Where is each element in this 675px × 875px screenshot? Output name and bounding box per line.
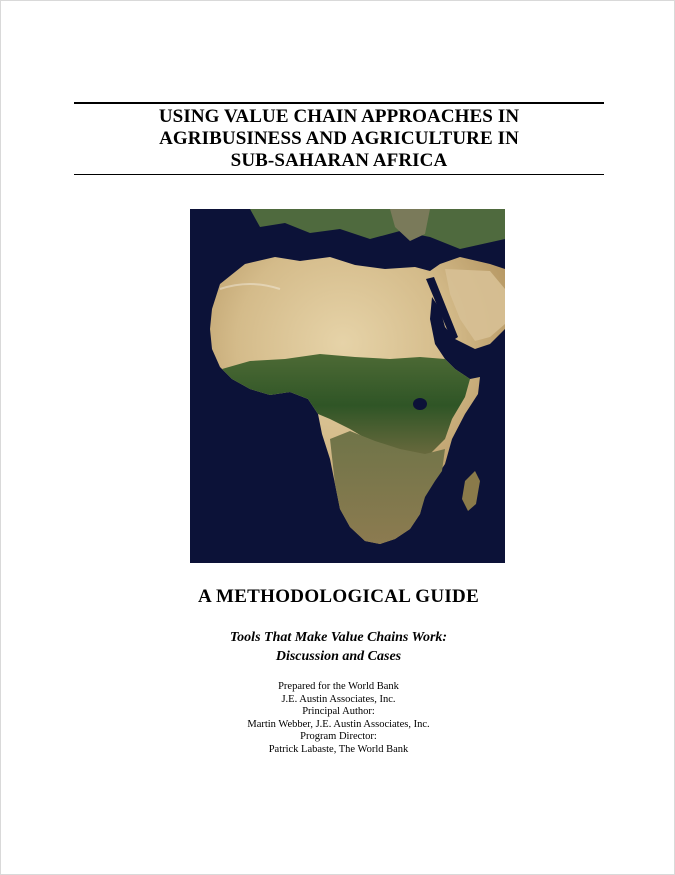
document-subtitle: A METHODOLOGICAL GUIDE (197, 586, 480, 607)
title-line: SUB-SAHARAN AFRICA (230, 150, 448, 171)
document-title (74, 106, 604, 172)
credits-line: Prepared for the World Bank (278, 681, 399, 692)
credits-line: Program Director: (300, 731, 377, 742)
credits-line: J.E. Austin Associates, Inc. (281, 693, 396, 705)
credits-line: Principal Author: (302, 706, 375, 717)
tagline-line: Discussion and Cases (275, 649, 402, 664)
title-top-rule (74, 102, 604, 104)
africa-satellite-map-image (190, 209, 505, 563)
credits-block (1, 681, 675, 756)
title-bottom-rule (74, 174, 604, 175)
africa-map-icon (190, 209, 505, 563)
title-line: AGRIBUSINESS AND AGRICULTURE IN (159, 128, 519, 149)
credits-line: Martin Webber, J.E. Austin Associates, Inc. (247, 718, 430, 730)
title-line: USING VALUE CHAIN APPROACHES IN (158, 106, 520, 127)
credits-line: Patrick Labaste, The World Bank (268, 743, 409, 755)
tagline-line: Tools That Make Value Chains Work: (229, 630, 448, 645)
document-tagline (1, 628, 675, 666)
